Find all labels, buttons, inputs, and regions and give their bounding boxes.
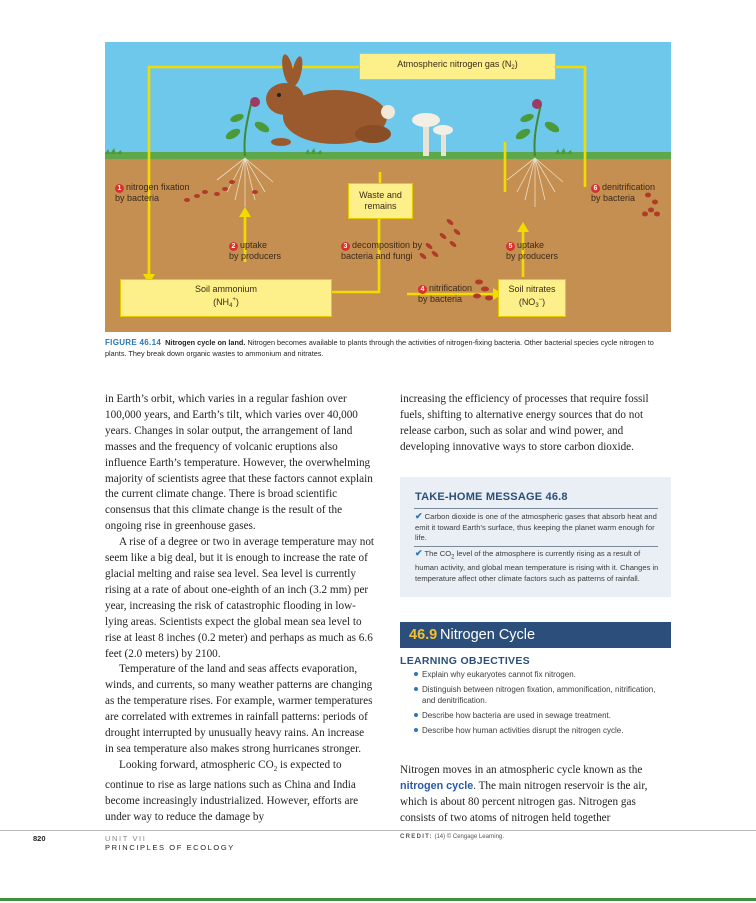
take-home-rule-top xyxy=(414,508,658,509)
soil-nitrates-label: Soil nitrates xyxy=(508,284,556,294)
bullet-icon xyxy=(414,687,418,691)
credit-label: CREDIT: xyxy=(400,834,433,840)
paragraph-sea-level: A rise of a degree or two in average temperature may not seem like a big deal, but it is enough to increase the rate of glacial melting and raise sea level. Sea level is currently rising at a rate of about one-eighth of an inch (3.2 mm) per year, increasing the risk of catastrophic flooding in low-lying areas. Scientists expect the global mean sea level to rise at least 8 inches (0.2 meter) and perhaps as much as 6.6 feet (2.0 meters) by 2100. xyxy=(105,536,375,660)
step-2-label: 2 uptake by producers xyxy=(229,240,282,261)
bottom-accent-bar xyxy=(0,898,756,901)
take-home-item-2: ✔ The $CO_2$ level of the atmosphere is currently rising as a result of human activity, and global mean temperature is rising with it. Changes in temperature affect other climate factors such as patterns of rainfall. xyxy=(415,548,659,583)
step-6-number: 6 xyxy=(591,184,600,193)
bullet-icon xyxy=(414,672,418,676)
take-home-item-1: ✔ Carbon dioxide is one of the atmospheric gases that absorb heat and emit it toward Earth’s surface, thus keeping the planet warm enough for life. xyxy=(415,511,657,542)
figure-caption xyxy=(105,338,671,359)
learning-objective-1: Explain why eukaryotes cannot fix nitrogen. xyxy=(400,669,671,680)
section-number: 46.9 xyxy=(409,627,438,643)
section-title: Nitrogen Cycle xyxy=(440,627,536,643)
left-column xyxy=(105,392,375,826)
atmospheric-nitrogen-close: ) xyxy=(514,59,518,69)
step-4-number: 4 xyxy=(418,285,427,294)
right-column-top xyxy=(400,392,671,456)
step-5-label: 5 uptake by producers xyxy=(506,240,559,261)
bullet-icon xyxy=(414,713,418,717)
step-5-number: 5 xyxy=(506,242,515,251)
nitrates-formula: NO xyxy=(521,297,536,307)
credit-text: (14) © Cengage Learning. xyxy=(432,834,504,840)
paragraph-efficiency: increasing the efficiency of processes that require fossil fuels, shifting to alternative energy sources that do not release carbon, such as solar and wind power, and developing innovative ways to store carbon dioxide. xyxy=(400,393,649,453)
atmospheric-nitrogen-box xyxy=(359,53,556,80)
waste-line2: remains xyxy=(364,201,397,211)
atmospheric-nitrogen-subscript: 2 xyxy=(511,65,515,71)
page-number: 820 xyxy=(33,834,46,843)
section-header xyxy=(400,622,671,648)
take-home-rule-middle xyxy=(414,546,658,547)
right-column-bottom xyxy=(400,763,671,827)
atmospheric-nitrogen-label: Atmospheric nitrogen gas (N xyxy=(397,59,512,69)
ammonium-superscript: + xyxy=(232,297,236,303)
paragraph-nitrogen-cycle: Nitrogen moves in an atmospheric cycle known as the nitrogen cycle. The main nitrogen reservoir is the air, which is about 80 percent nitrogen gas. Nitrogen gas consists of two atoms of nitrogen held together xyxy=(400,764,648,824)
learning-objective-4: Describe how human activities disrupt the nitrogen cycle. xyxy=(400,725,671,736)
soil-nitrates-box: Soil nitrates $(NO_3^-)$ xyxy=(498,279,566,317)
step-1-label: 1 nitrogen fixation by bacteria xyxy=(115,182,190,203)
learning-objective-3: Describe how bacteria are used in sewage treatment. xyxy=(400,710,671,721)
ammonium-formula: NH xyxy=(216,297,230,307)
step-6-label: 6 denitrification by bacteria xyxy=(591,182,656,203)
figure-title: Nitrogen cycle on land. xyxy=(165,338,246,347)
soil-ammonium-label: Soil ammonium xyxy=(194,284,258,294)
paragraph-weather: Temperature of the land and seas affects evaporation, winds, and currents, so many weather patterns are changing as the temperature rises. For example, warmer temperatures are correlated with extremes in rainfall patterns: periods of drought interrupted by unusually heavy rains. An increase in sea temperature also makes strong hurricanes stronger. xyxy=(105,663,373,755)
paragraph-orbit: in Earth’s orbit, which varies in a regular fashion over 100,000 years, and Earth’s tilt, which varies over 40,000 years. Changes in solar output, the arrangement of land masses and the frequency of volcanic eruptions also influence Earth’s temperature. However, the overwhelming majority of scientists agree that these factors cannot explain the current climate change. There is broad scientific consensus that this climate change is the result of the ongoing rise in greenhouse gases. xyxy=(105,393,373,533)
take-home-message-box xyxy=(400,477,671,597)
take-home-title: TAKE-HOME MESSAGE 46.8 xyxy=(415,491,568,503)
nitrogen-cycle-figure xyxy=(105,42,671,332)
learning-objectives-title: LEARNING OBJECTIVES xyxy=(400,655,530,667)
nitrates-superscript: − xyxy=(538,297,543,303)
step-3-number: 3 xyxy=(341,242,350,251)
unit-title: PRINCIPLES OF ECOLOGY xyxy=(105,843,235,852)
paragraph-looking-forward: Looking forward, atmospheric $CO_2$ is expected to continue to rise as large nations such as China and India become increasingly industrialized. However, efforts are under way to reduce the damage by xyxy=(105,758,359,823)
unit-label: UNIT VII xyxy=(105,834,147,843)
checkmark-icon: ✔ xyxy=(415,511,423,521)
soil-ammonium-box: Soil ammonium $(NH_4^+)$ xyxy=(120,279,332,317)
ammonium-subscript: 4 xyxy=(229,303,233,309)
keyword-nitrogen-cycle: nitrogen cycle xyxy=(400,779,474,792)
checkmark-icon: ✔ xyxy=(415,548,423,558)
waste-remains-box xyxy=(348,183,413,219)
step-2-number: 2 xyxy=(229,242,238,251)
step-3-label: 3 decomposition by bacteria and fungi xyxy=(341,240,423,261)
footer-divider xyxy=(0,830,756,831)
bullet-icon xyxy=(414,728,418,732)
step-1-number: 1 xyxy=(115,184,124,193)
credit-line xyxy=(400,834,504,840)
figure-number: FIGURE 46.14 xyxy=(105,338,162,347)
learning-objective-2: Distinguish between nitrogen fixation, ammonification, nitrification, and denitrification. xyxy=(400,684,671,707)
waste-line1: Waste and xyxy=(359,190,402,200)
step-4-label: 4 nitrification by bacteria xyxy=(418,283,473,304)
learning-objectives-list xyxy=(400,669,671,740)
figure-caption-text: Nitrogen becomes available to plants through the activities of nitrogen-fixing bacteria. Other bacterial species cycle nitrogen to plants. They break down organic wastes to ammonium and nitrates. xyxy=(105,338,654,358)
nitrates-subscript: 3 xyxy=(535,303,539,309)
